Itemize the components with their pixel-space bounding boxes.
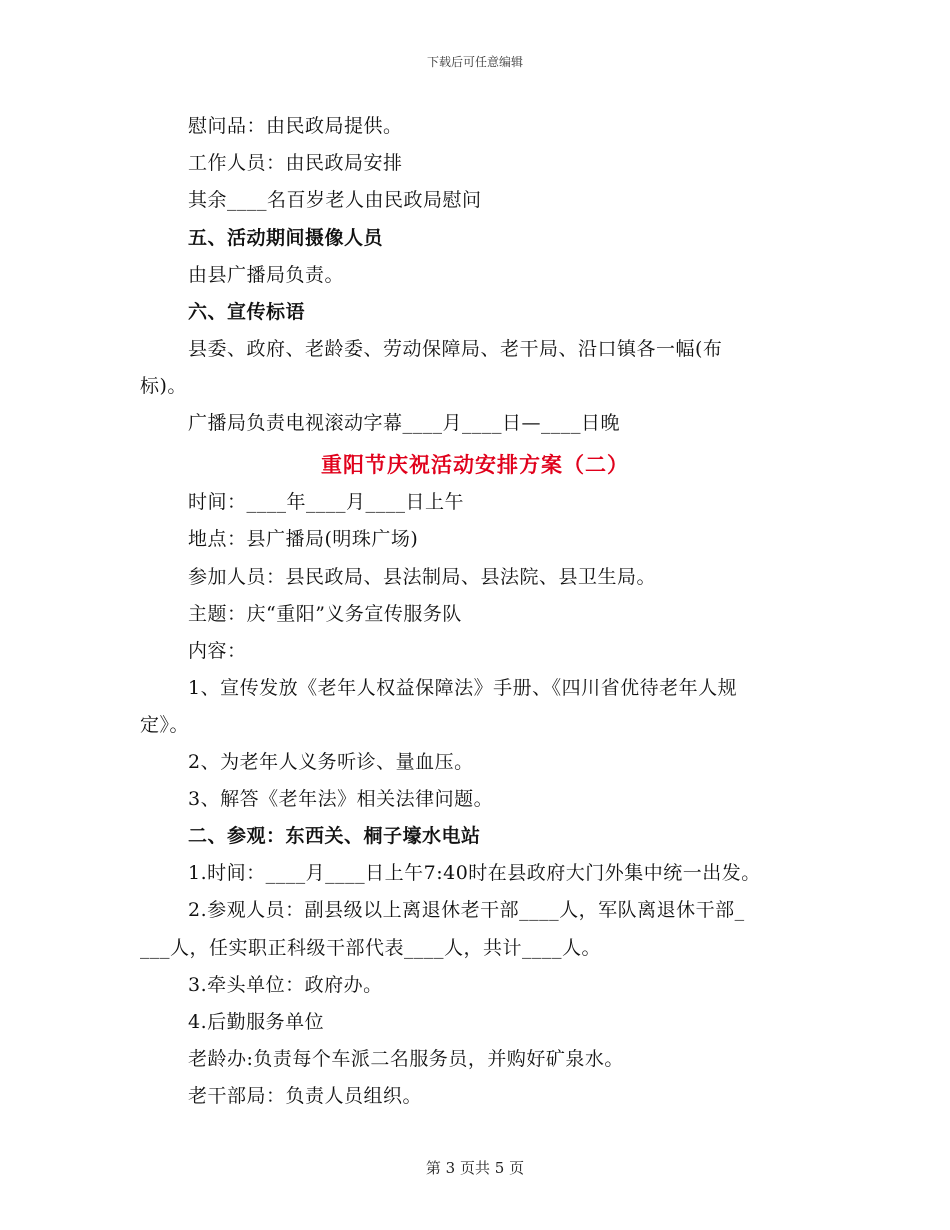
text-line: 定》。: [140, 714, 190, 736]
text-line: 3.牵头单位：政府办。: [188, 974, 383, 996]
text-line: 工作人员：由民政局安排: [188, 152, 403, 174]
section-heading: 六、宣传标语: [188, 301, 306, 323]
section-heading: 五、活动期间摄像人员: [188, 227, 384, 249]
section-heading: 二、参观：东西关、桐子壕水电站: [188, 825, 481, 847]
page-header: 下载后可任意编辑: [426, 55, 523, 69]
text-line: 内容：: [188, 640, 247, 662]
text-line: 3、解答《老年法》相关法律问题。: [188, 788, 494, 810]
text-line: 参加人员：县民政局、县法制局、县法院、县卫生局。: [188, 566, 657, 588]
document-title: 重阳节庆祝活动安排方案（二）: [321, 452, 629, 477]
text-line: 2、为老年人义务听诊、量血压。: [188, 751, 474, 773]
text-line: 时间：____年____月____日上午: [188, 491, 465, 513]
text-line: ___人，任实职正科级干部代表____人，共计____人。: [140, 937, 602, 959]
text-line: 慰问品：由民政局提供。: [188, 115, 403, 137]
text-line: 其余____名百岁老人由民政局慰问: [188, 189, 482, 211]
text-line: 主题：庆“重阳”义务宣传服务队: [188, 603, 462, 625]
page-footer: 第 3 页共 5 页: [425, 1159, 525, 1177]
text-line: 广播局负责电视滚动字幕____月____日—____日晚: [188, 412, 621, 434]
text-line: 标)。: [140, 375, 187, 397]
text-line: 由县广播局负责。: [188, 264, 345, 286]
text-line: 4.后勤服务单位: [188, 1011, 325, 1033]
text-line: 2.参观人员：副县级以上离退休老干部____人，军队离退休干部_: [188, 899, 745, 921]
text-line: 老干部局：负责人员组织。: [188, 1085, 423, 1107]
text-line: 老龄办:负责每个车派二名服务员，并购好矿泉水。: [188, 1048, 624, 1070]
text-line: 地点：县广播局(明珠广场): [188, 528, 419, 550]
text-line: 县委、政府、老龄委、劳动保障局、老干局、沿口镇各一幅(布: [188, 338, 723, 360]
text-line: 1、宣传发放《老年人权益保障法》手册、《四川省优待老年人规: [188, 677, 738, 699]
text-line: 1.时间：____月____日上午7:40时在县政府大门外集中统一出发。: [188, 862, 761, 884]
